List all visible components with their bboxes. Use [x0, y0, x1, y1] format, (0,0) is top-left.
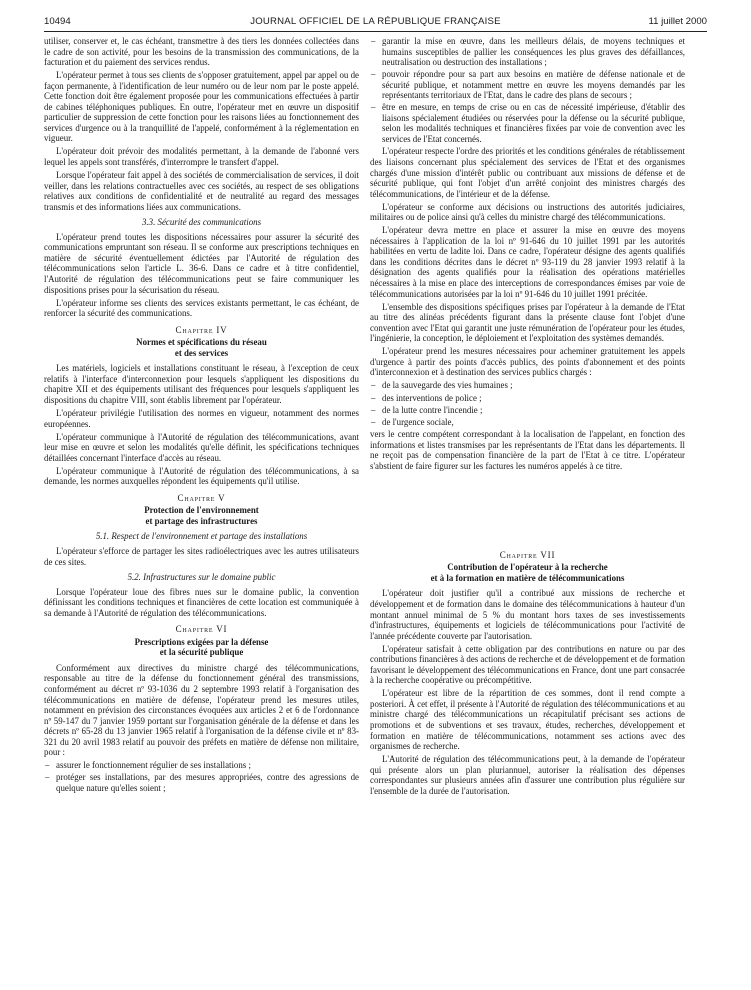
emergency-services-list [370, 380, 685, 427]
paragraph: L'opérateur communique à l'Autorité de régulation des télécommunications, à sa demande, les normes auxquelles répondent les équipements qu'il utilise. [44, 465, 359, 487]
paragraph: L'opérateur doit justifier qu'il a contribué aux missions de recherche et développement et de formation dans le domaine des télécommunications à hauteur d'un montant annuel minimal de 5 % du montant hors taxes de ses investissements d'infrastructures, équipements et logiciels de télécommunications pour l'activité de l'année précédente couverte par l'autorisation. [370, 588, 685, 641]
chapter-label-vi: Chapitre VI [175, 624, 228, 635]
paragraph: L'opérateur s'efforce de partager les sites radioélectriques avec les autres utilisateurs de ces sites. [44, 546, 359, 567]
chapter-label-vii: Chapitre VII [499, 549, 556, 560]
paragraph: L'opérateur privilégie l'utilisation des normes en vigueur, notamment des normes européennes. [44, 408, 359, 429]
chapter-title-line: Protection de l'environnement [144, 505, 259, 516]
list-item: – des interventions de police ; [370, 393, 685, 404]
left-column [44, 36, 359, 796]
paragraph: L'opérateur respecte l'ordre des priorités et les conditions générales de rétablissement des liaisons concernant plus spécialement des services de l'Etat et des organismes chargés d'une mission d'intérêt public ou contribuant aux missions de défense et de sécurité publique, qui font l'objet d'un arrêté conjoint des ministres chargés des télécommunications, de l'intérieur et de la défense. [370, 146, 685, 199]
paragraph: L'opérateur informe ses clients des services existants permettant, le cas échéant, de renforcer la sécurité des communications. [44, 297, 359, 319]
list-item: – assurer le fonctionnement régulier de ses installations ; [44, 760, 359, 771]
chapter-title-vii [370, 562, 685, 583]
list-item: – de l'urgence sociale, [370, 417, 685, 428]
chapter-title-vi [44, 637, 359, 658]
header-rule [44, 31, 707, 32]
list-item: – garantir la mise en œuvre, dans les meilleurs délais, de moyens techniques et humains susceptibles de pallier les conséquences les plus graves des défaillances, neutralisation ou destruction des installations ; [370, 36, 685, 68]
section-heading-5-2: 5.2. Infrastructures sur le domaine public [127, 572, 276, 583]
defense-measures-list-continued [370, 36, 685, 144]
page-header [44, 16, 707, 32]
list-item: – être en mesure, en temps de crise ou en cas de nécessité impérieuse, d'établir des liaisons spécialement étudiées ou réservées pour la défense ou la sécurité publique, selon les modalités techniques et financières fixées par voie de convention avec les services de l'Etat concernés. [370, 102, 685, 144]
right-column [370, 36, 685, 799]
chapter-label-v: Chapitre V [177, 492, 226, 503]
paragraph: L'Autorité de régulation des télécommunications peut, à la demande de l'opérateur qui présente alors un plan pluriannuel, autoriser la réalisation des dépenses correspondantes sur plusieurs années afin d'assurer une contribution plus régulière sur l'ensemble de la durée de l'autorisation. [370, 754, 685, 796]
list-item: – de la sauvegarde des vies humaines ; [370, 380, 685, 391]
paragraph: vers le centre compétent correspondant à la localisation de l'appelant, en fonction des informations et listes transmises par les représentants de l'Etat dans les départements. Il ne reçoit pas de compensation financière de la part de l'Etat à ce titre. L'opérateur s'abstient de faire figurer sur les factures les numéros appelés à ce titre. [370, 429, 685, 471]
paragraph: L'opérateur se conforme aux décisions ou instructions des autorités judiciaires, militaires ou de police ainsi qu'à celles du ministre chargé des télécommunications. [370, 201, 685, 223]
chapter-title-line: et la sécurité publique [159, 647, 244, 658]
paragraph: Lorsque l'opérateur fait appel à des sociétés de commercialisation de services, il doit veiller, dans les relations contractuelles avec ces sociétés, au respect de ses obligations relatives aux conditions de confidentialité et de neutralité au regard des messages transmis et des informations liées aux communications. [44, 170, 359, 212]
page-number: 10494 [44, 16, 71, 27]
section-heading-3-3: 3.3. Sécurité des communications [141, 217, 262, 228]
chapter-label-iv: Chapitre IV [175, 324, 228, 335]
list-item: – protéger ses installations, par des mesures appropriées, contre des agressions de quelque nature qu'elles soient ; [44, 772, 359, 793]
chapter-title-line: et des services [174, 347, 229, 358]
list-item: – de la lutte contre l'incendie ; [370, 405, 685, 416]
chapter-title-line: et à la formation en matière de télécommunications [430, 572, 625, 583]
chapter-title-line: et partage des infrastructures [145, 515, 258, 526]
issue-date: 11 juillet 2000 [648, 16, 707, 27]
defense-measures-list [44, 760, 359, 793]
chapter-title-iv [44, 337, 359, 358]
paragraph: utiliser, conserver et, le cas échéant, transmettre à des tiers les données collectées dans le cadre de son activité, pour les besoins de la transmission des communications, de la facturation et du paiement des services rendus. [44, 36, 359, 68]
paragraph: Lorsque l'opérateur loue des fibres nues sur le domaine public, la convention définissant les conditions techniques et financières de cette location est communiquée à sa demande à l'Autorité de régulation des télécommunications. [44, 586, 359, 618]
paragraph: L'opérateur doit prévoir des modalités permettant, à la demande de l'abonné vers lequel les appels sont transférés, d'interrompre le transfert d'appel. [44, 146, 359, 168]
chapter-title-line: Contribution de l'opérateur à la recherche [447, 562, 608, 573]
chapter-title-v [44, 505, 359, 526]
paragraph: L'opérateur est libre de la répartition de ces sommes, dont il rend compte a posteriori. À cet effet, il présente à l'Autorité de régulation des télécommunications et au ministre chargé des télécommunications un récapitulatif précisant ses actions de promotions et de subventions et ses travaux, études, recherches, développement et formation en matière de télécommunications, notamment ses actions avec des organismes de recherche. [370, 688, 685, 752]
paragraph: L'opérateur prend les mesures nécessaires pour acheminer gratuitement les appels d'urgence à partir des points d'accès publics, des points d'abonnement et des points d'interconnexion et à destination des services publics chargés : [370, 346, 685, 378]
chapter-title-line: Prescriptions exigées par la défense [134, 636, 269, 647]
column-spacer [370, 474, 685, 544]
list-item: – pouvoir répondre pour sa part aux besoins en matière de défense nationale et de sécurité publique, et notamment mettre en œuvre les moyens demandés par les représentants territoriaux de l'Etat, dans le cadre des plans de secours ; [370, 69, 685, 101]
chapter-title-line: Normes et spécifications du réseau [136, 337, 267, 348]
journal-title: JOURNAL OFFICIEL DE LA RÉPUBLIQUE FRANÇAISE [250, 16, 501, 27]
paragraph: L'opérateur communique à l'Autorité de régulation des télécommunications, avant leur mise en œuvre et selon les modalités qu'elle définit, les spécifications techniques détaillées concernant l'interface d'accès au réseau. [44, 431, 359, 463]
paragraph: L'ensemble des dispositions spécifiques prises par l'opérateur à la demande de l'Etat au titre des alinéas précédents figurant dans la présente clause font l'objet d'une convention avec l'Etat qui garantit une juste rémunération de l'opérateur pour les études, l'ingénierie, la conception, le déploiement et l'exploitation des systèmes demandés. [370, 301, 685, 344]
section-heading-5-1: 5.1. Respect de l'environnement et partage des installations [95, 531, 308, 542]
paragraph: Les matériels, logiciels et installations constituant le réseau, à l'exception de ceux relatifs à l'interface d'interconnexion pour lesquels s'appliquent les dispositions du chapitre XII et des équipements utilisant des fréquences pour lesquels s'appliquent les dispositions du chapitre VIII, sont établis librement par l'opérateur. [44, 363, 359, 405]
paragraph: L'opérateur prend toutes les dispositions nécessaires pour assurer la sécurité des communications empruntant son réseau. Il se conforme aux prescriptions techniques en matière de sécurité éventuellement édictées par l'Autorité de régulation des télécommunications selon l'article L. 36-6. Dans ce cadre et à titre confidentiel, l'Autorité de régulation des télécommunications peut se faire communiquer les dispositions prises pour la sécurisation du réseau. [44, 231, 359, 295]
paragraph: L'opérateur devra mettre en place et assurer la mise en œuvre des moyens nécessaires à l'application de la loi nº 91-646 du 10 juillet 1991 par les autorités habilitées en vertu de ladite loi. Dans ce cadre, l'opérateur désigne des agents qualifiés dans les conditions décrites dans le décret nº 93-119 du 28 janvier 1993 relatif à la désignation des agents qualifiés pour la réalisation des opérations matérielles nécessaires à la mise en place des interceptions de correspondances émises par voie de télécommunications autorisées par la loi nº 91-646 du 10 juillet 1991 précitée. [370, 225, 685, 299]
paragraph: Conformément aux directives du ministre chargé des télécommunications, responsable au titre de la défense du fonctionnement général des transmissions, conformément au décret nº 93-1036 du 2 septembre 1993 relatif à l'organisation des télécommunications en matière de défense, l'opérateur prend les mesures utiles, notamment en prévision des circonstances évoquées aux articles 2 et 6 de l'ordonnance nº 59-147 du 7 janvier 1959 portant sur l'organisation générale de la défense et dans les décrets nº 65-28 du 13 janvier 1965 relatif à l'organisation de la défense civile et nº 83-321 du 20 avril 1983 relatif au pouvoir des préfets en matière de défense non militaire, pour : [44, 662, 359, 758]
paragraph: L'opérateur satisfait à cette obligation par des contributions en nature ou par des contributions financières à des actions de recherche et de développement et de formation favorisant le développement des télécommunications en France, dont une part consacrée à la recherche coopérative ou précompétitive. [370, 643, 685, 686]
paragraph: L'opérateur permet à tous ses clients de s'opposer gratuitement, appel par appel ou de façon permanente, à l'identification de leur numéro ou de leur nom par le poste appelé. Cette fonction doit être également proposée pour les communications effectuées à partir de cabines téléphoniques publiques. En outre, l'opérateur met en œuvre un dispositif particulier de suppression de cette fonction pour les raisons liées au fonctionnement des services d'urgence ou à la tranquillité de l'appelé, conformément à la réglementation en vigueur. [44, 70, 359, 144]
